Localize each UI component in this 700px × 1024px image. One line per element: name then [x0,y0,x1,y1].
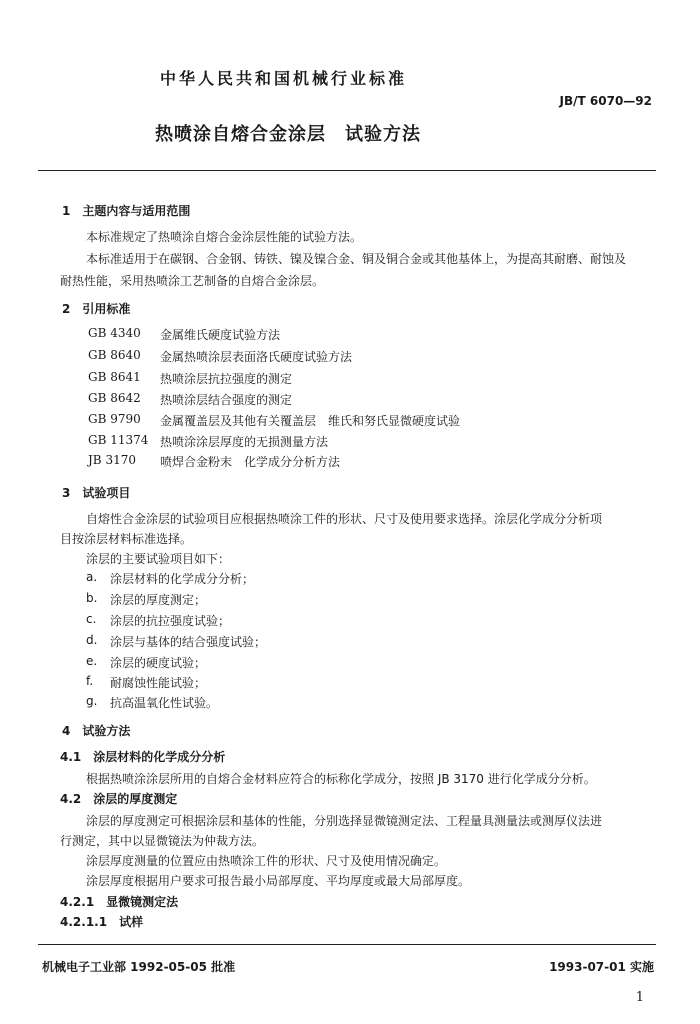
list-item-marker: e. [86,654,98,668]
section-1-paragraph-1: 本标准规定了热喷涂自熔合金涂层性能的试验方法。 [86,230,363,244]
reference-code: GB 8642 [88,391,141,405]
issuing-organization: 中华人民共和国机械行业标准 [160,69,408,88]
section-4-2-paragraph-1-line-1: 涂层的厚度测定可根据涂层和基体的性能，分别选择显微镜测定法、工程量具测量法或测厚仪法进 [86,814,603,828]
reference-code: GB 9790 [88,412,141,426]
footer-divider [38,944,656,945]
section-4-2-1-1-heading: 4.2.1.1 试样 [60,915,144,929]
reference-title: 热喷涂层抗拉强度的测定 [160,372,293,386]
page-number: 1 [635,990,644,1005]
section-4-1-paragraph: 根据热喷涂涂层所用的自熔合金材料应符合的标称化学成分，按照 JB 3170 进行化学成分分析。 [86,772,596,786]
section-4-2-1-heading: 4.2.1 显微镜测定法 [60,895,179,909]
list-item: 涂层的抗拉强度试验； [110,614,231,628]
reference-code: GB 11374 [88,433,149,447]
reference-code: JB 3170 [88,453,136,467]
reference-title: 热喷涂涂层厚度的无损测量方法 [160,435,329,449]
approval-date: 机械电子工业部 1992-05-05 批准 [42,960,236,974]
list-item-marker: f. [86,674,94,688]
implementation-date: 1993-07-01 实施 [549,960,654,974]
list-item: 涂层材料的化学成分分析； [110,572,255,586]
document-title: 热喷涂自熔合金涂层 试验方法 [155,124,421,145]
section-2-heading: 2 引用标准 [62,302,131,316]
reference-title: 喷焊合金粉末 化学成分分析方法 [160,455,341,469]
list-item-marker: b. [86,591,98,605]
list-item-marker: d. [86,633,98,647]
section-4-1-heading: 4.1 涂层材料的化学成分分析 [60,750,226,764]
section-3-heading: 3 试验项目 [62,486,131,500]
section-4-2-heading: 4.2 涂层的厚度测定 [60,792,178,806]
list-item: 抗高温氧化性试验。 [110,696,219,710]
section-4-heading: 4 试验方法 [62,724,131,738]
list-item-marker: a. [86,570,98,584]
section-3-paragraph-1-line-1: 自熔性合金涂层的试验项目应根据热喷涂工件的形状、尺寸及使用要求选择。涂层化学成分分析项 [86,512,603,526]
reference-title: 金属热喷涂层表面洛氏硬度试验方法 [160,350,353,364]
section-1-paragraph-2-line-1: 本标准适用于在碳钢、合金钢、铸铁、镍及镍合金、铜及铜合金或其他基体上，为提高其耐磨、耐蚀及 [86,252,627,266]
list-item: 涂层与基体的结合强度试验； [110,635,267,649]
standard-code: JB/T 6070—92 [559,94,652,108]
section-1-heading: 1 主题内容与适用范围 [62,204,191,218]
reference-code: GB 4340 [88,326,141,340]
list-item: 涂层的硬度试验； [110,656,207,670]
section-4-2-paragraph-3: 涂层厚度根据用户要求可报告最小局部厚度、平均厚度或最大局部厚度。 [86,874,471,888]
section-1-paragraph-2-line-2: 耐热性能，采用热喷涂工艺制备的自熔合金涂层。 [60,274,325,288]
list-item-marker: c. [86,612,97,626]
reference-code: GB 8640 [88,348,141,362]
reference-title: 金属覆盖层及其他有关覆盖层 维氏和努氏显微硬度试验 [160,414,461,428]
list-item: 涂层的厚度测定； [110,593,207,607]
list-item-marker: g. [86,694,98,708]
header-divider [38,170,656,171]
section-4-2-paragraph-2: 涂层厚度测量的位置应由热喷涂工件的形状、尺寸及使用情况确定。 [86,854,447,868]
section-4-2-paragraph-1-line-2: 行测定，其中以显微镜法为仲裁方法。 [60,834,265,848]
reference-title: 热喷涂层结合强度的测定 [160,393,293,407]
list-item: 耐腐蚀性能试验； [110,676,207,690]
reference-title: 金属维氏硬度试验方法 [160,328,281,342]
section-3-paragraph-2: 涂层的主要试验项目如下： [86,552,231,566]
section-3-paragraph-1-line-2: 目按涂层材料标准选择。 [60,532,193,546]
reference-code: GB 8641 [88,370,141,384]
